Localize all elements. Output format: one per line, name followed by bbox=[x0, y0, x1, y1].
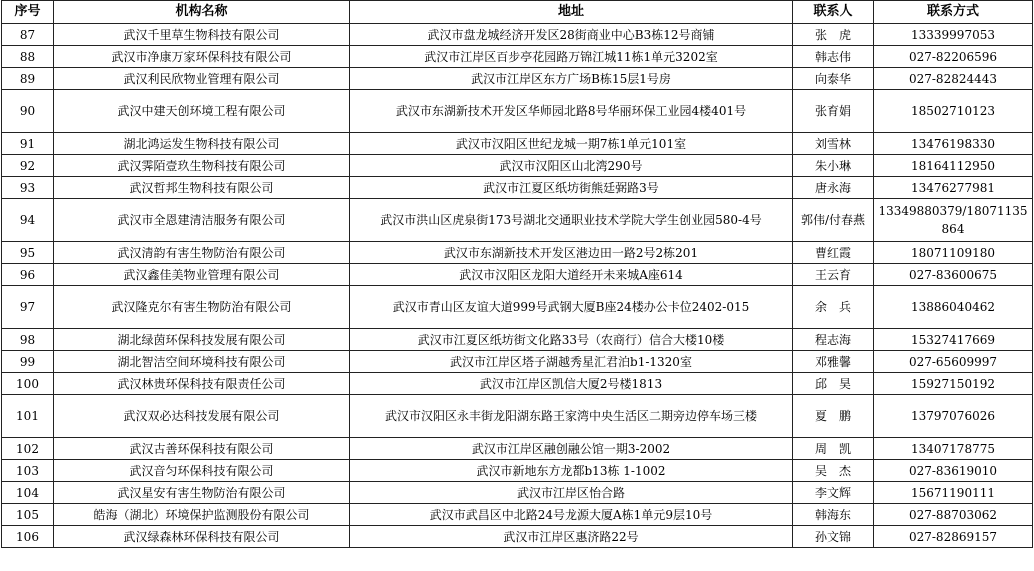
cell-contact: 张 虎 bbox=[793, 24, 874, 46]
cell-index: 87 bbox=[2, 24, 54, 46]
cell-contact: 唐永海 bbox=[793, 177, 874, 199]
table-row bbox=[2, 395, 1033, 438]
table-row bbox=[2, 482, 1033, 504]
cell-address: 武汉市江岸区惠济路22号 bbox=[350, 526, 793, 548]
cell-contact: 周 凯 bbox=[793, 438, 874, 460]
table-row bbox=[2, 286, 1033, 329]
cell-index: 92 bbox=[2, 155, 54, 177]
cell-phone: 13407178775 bbox=[874, 438, 1033, 460]
cell-address: 武汉市青山区友谊大道999号武钢大厦B座24楼办公卡位2402-015 bbox=[350, 286, 793, 329]
cell-org-name: 武汉中建天创环境工程有限公司 bbox=[54, 90, 350, 133]
cell-address: 武汉市盘龙城经济开发区28街商业中心B3栋12号商铺 bbox=[350, 24, 793, 46]
cell-phone: 18502710123 bbox=[874, 90, 1033, 133]
cell-index: 93 bbox=[2, 177, 54, 199]
cell-org-name: 武汉鑫佳美物业管理有限公司 bbox=[54, 264, 350, 286]
cell-address: 武汉市江岸区凯信大厦2号楼1813 bbox=[350, 373, 793, 395]
cell-index: 97 bbox=[2, 286, 54, 329]
header-org-name: 机构名称 bbox=[54, 1, 350, 24]
cell-index: 100 bbox=[2, 373, 54, 395]
cell-phone: 18071109180 bbox=[874, 242, 1033, 264]
cell-index: 106 bbox=[2, 526, 54, 548]
cell-phone: 13349880379/18071135864 bbox=[874, 199, 1033, 242]
cell-org-name: 武汉绿森林环保科技有限公司 bbox=[54, 526, 350, 548]
cell-contact: 邓雅馨 bbox=[793, 351, 874, 373]
cell-address: 武汉市汉阳区永丰街龙阳湖东路王家湾中央生活区二期旁边停车场三楼 bbox=[350, 395, 793, 438]
cell-contact: 张育娟 bbox=[793, 90, 874, 133]
cell-phone: 027-83619010 bbox=[874, 460, 1033, 482]
cell-org-name: 武汉市净康万家环保科技有限公司 bbox=[54, 46, 350, 68]
cell-address: 武汉市东湖新技术开发区港边田一路2号2栋201 bbox=[350, 242, 793, 264]
cell-phone: 027-82869157 bbox=[874, 526, 1033, 548]
cell-phone: 027-83600675 bbox=[874, 264, 1033, 286]
table-row bbox=[2, 90, 1033, 133]
cell-address: 武汉市东湖新技术开发区华师园北路8号华丽环保工业园4楼401号 bbox=[350, 90, 793, 133]
table-row bbox=[2, 264, 1033, 286]
cell-org-name: 湖北智洁空间环境科技有限公司 bbox=[54, 351, 350, 373]
table-row bbox=[2, 373, 1033, 395]
header-phone: 联系方式 bbox=[874, 1, 1033, 24]
cell-index: 104 bbox=[2, 482, 54, 504]
cell-address: 武汉市江夏区纸坊街熊廷弼路3号 bbox=[350, 177, 793, 199]
table-row bbox=[2, 155, 1033, 177]
cell-contact: 夏 鹏 bbox=[793, 395, 874, 438]
cell-org-name: 武汉音匀环保科技有限公司 bbox=[54, 460, 350, 482]
cell-index: 94 bbox=[2, 199, 54, 242]
cell-org-name: 武汉市全恩建清洁服务有限公司 bbox=[54, 199, 350, 242]
cell-index: 99 bbox=[2, 351, 54, 373]
cell-contact: 余 兵 bbox=[793, 286, 874, 329]
cell-index: 96 bbox=[2, 264, 54, 286]
cell-index: 101 bbox=[2, 395, 54, 438]
cell-contact: 孙文锦 bbox=[793, 526, 874, 548]
cell-index: 105 bbox=[2, 504, 54, 526]
cell-address: 武汉市江岸区融创融公馆一期3-2002 bbox=[350, 438, 793, 460]
cell-index: 89 bbox=[2, 68, 54, 90]
cell-phone: 13339997053 bbox=[874, 24, 1033, 46]
cell-org-name: 武汉哲邦生物科技有限公司 bbox=[54, 177, 350, 199]
table-row bbox=[2, 24, 1033, 46]
cell-org-name: 武汉千里草生物科技有限公司 bbox=[54, 24, 350, 46]
table-row bbox=[2, 351, 1033, 373]
table-row bbox=[2, 526, 1033, 548]
cell-contact: 邱 昊 bbox=[793, 373, 874, 395]
cell-phone: 027-65609997 bbox=[874, 351, 1033, 373]
cell-org-name: 武汉利民欣物业管理有限公司 bbox=[54, 68, 350, 90]
header-index: 序号 bbox=[2, 1, 54, 24]
cell-address: 武汉市新地东方龙都b13栋 1-1002 bbox=[350, 460, 793, 482]
cell-address: 武汉市汉阳区世纪龙城一期7栋1单元101室 bbox=[350, 133, 793, 155]
cell-contact: 韩海东 bbox=[793, 504, 874, 526]
cell-org-name: 湖北鸿运发生物科技有限公司 bbox=[54, 133, 350, 155]
cell-phone: 027-88703062 bbox=[874, 504, 1033, 526]
cell-phone: 13797076026 bbox=[874, 395, 1033, 438]
table-row bbox=[2, 177, 1033, 199]
cell-index: 95 bbox=[2, 242, 54, 264]
cell-phone: 13886040462 bbox=[874, 286, 1033, 329]
cell-phone: 15927150192 bbox=[874, 373, 1033, 395]
cell-phone: 15327417669 bbox=[874, 329, 1033, 351]
cell-org-name: 皓海（湖北）环境保护监测股份有限公司 bbox=[54, 504, 350, 526]
cell-phone: 13476277981 bbox=[874, 177, 1033, 199]
cell-contact: 李文辉 bbox=[793, 482, 874, 504]
cell-phone: 13476198330 bbox=[874, 133, 1033, 155]
cell-address: 武汉市武昌区中北路24号龙源大厦A栋1单元9层10号 bbox=[350, 504, 793, 526]
cell-org-name: 武汉双必达科技发展有限公司 bbox=[54, 395, 350, 438]
cell-address: 武汉市汉阳区龙阳大道经开未来城A座614 bbox=[350, 264, 793, 286]
cell-org-name: 武汉清韵有害生物防治有限公司 bbox=[54, 242, 350, 264]
header-contact: 联系人 bbox=[793, 1, 874, 24]
cell-contact: 吴 杰 bbox=[793, 460, 874, 482]
cell-org-name: 武汉古善环保科技有限公司 bbox=[54, 438, 350, 460]
cell-address: 武汉市江岸区百步亭花园路万锦江城11栋1单元3202室 bbox=[350, 46, 793, 68]
cell-address: 武汉市江岸区塔子湖越秀星汇君泊b1-1320室 bbox=[350, 351, 793, 373]
table-row bbox=[2, 438, 1033, 460]
cell-address: 武汉市江岸区怡合路 bbox=[350, 482, 793, 504]
cell-index: 90 bbox=[2, 90, 54, 133]
cell-phone: 15671190111 bbox=[874, 482, 1033, 504]
cell-phone: 027-82206596 bbox=[874, 46, 1033, 68]
table-row bbox=[2, 68, 1033, 90]
table-row bbox=[2, 133, 1033, 155]
cell-org-name: 武汉霁陌壹玖生物科技有限公司 bbox=[54, 155, 350, 177]
cell-index: 91 bbox=[2, 133, 54, 155]
table-row bbox=[2, 460, 1033, 482]
cell-contact: 郭伟/付春燕 bbox=[793, 199, 874, 242]
cell-index: 98 bbox=[2, 329, 54, 351]
table-row bbox=[2, 46, 1033, 68]
cell-contact: 程志海 bbox=[793, 329, 874, 351]
table-row bbox=[2, 329, 1033, 351]
cell-address: 武汉市汉阳区山北湾290号 bbox=[350, 155, 793, 177]
cell-address: 武汉市洪山区虎泉街173号湖北交通职业技术学院大学生创业园580-4号 bbox=[350, 199, 793, 242]
cell-index: 102 bbox=[2, 438, 54, 460]
cell-contact: 韩志伟 bbox=[793, 46, 874, 68]
table-header-row bbox=[2, 1, 1033, 24]
cell-address: 武汉市江岸区东方广场B栋15层1号房 bbox=[350, 68, 793, 90]
table-row bbox=[2, 199, 1033, 242]
cell-org-name: 武汉星安有害生物防治有限公司 bbox=[54, 482, 350, 504]
header-address: 地址 bbox=[350, 1, 793, 24]
cell-org-name: 武汉隆克尔有害生物防治有限公司 bbox=[54, 286, 350, 329]
cell-contact: 王云育 bbox=[793, 264, 874, 286]
cell-contact: 刘雪林 bbox=[793, 133, 874, 155]
cell-org-name: 武汉林贵环保科技有限责任公司 bbox=[54, 373, 350, 395]
cell-index: 88 bbox=[2, 46, 54, 68]
cell-contact: 曹红霞 bbox=[793, 242, 874, 264]
cell-index: 103 bbox=[2, 460, 54, 482]
cell-contact: 朱小琳 bbox=[793, 155, 874, 177]
institution-table bbox=[1, 0, 1033, 548]
table-row bbox=[2, 242, 1033, 264]
table-row bbox=[2, 504, 1033, 526]
cell-address: 武汉市江夏区纸坊街文化路33号（农商行）信合大楼10楼 bbox=[350, 329, 793, 351]
cell-phone: 027-82824443 bbox=[874, 68, 1033, 90]
cell-phone: 18164112950 bbox=[874, 155, 1033, 177]
cell-contact: 向泰华 bbox=[793, 68, 874, 90]
cell-org-name: 湖北绿茵环保科技发展有限公司 bbox=[54, 329, 350, 351]
